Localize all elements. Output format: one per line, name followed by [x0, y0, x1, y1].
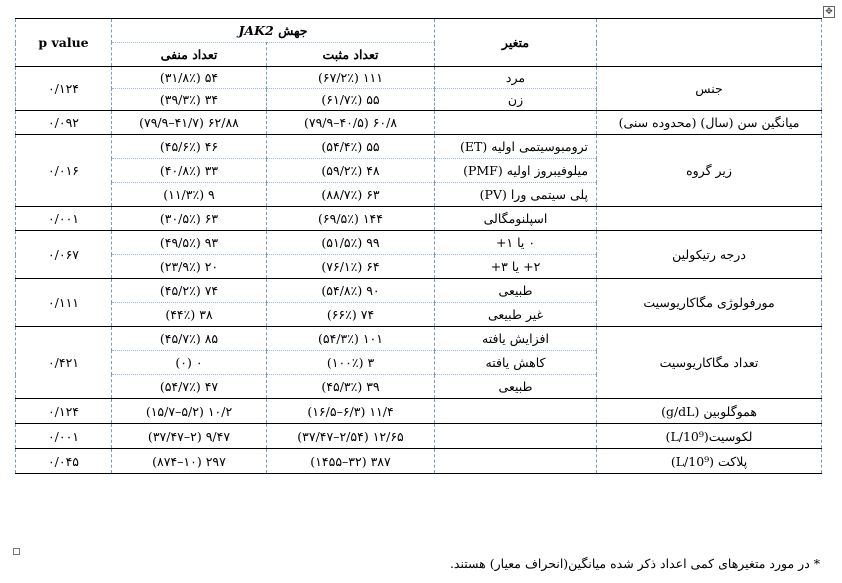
subgroup-cell: کاهش یافته — [435, 351, 597, 375]
negative-cell: ۶۲/۸۸ (۴۱/۷–۷۹/۹) — [112, 111, 267, 135]
table-resize-handle-icon[interactable] — [13, 548, 20, 555]
pvalue-cell: ۰/۱۲۴ — [16, 67, 112, 111]
positive-cell: ۵۵ (۶۱/۷٪) — [267, 89, 435, 111]
subgroup-cell — [435, 424, 597, 449]
pvalue-cell: ۰/۰۱۶ — [16, 135, 112, 207]
negative-cell: ۵۴ (۳۱/۸٪) — [112, 67, 267, 89]
negative-cell: ۱۰/۲ (۵/۲–۱۵/۷) — [112, 399, 267, 424]
positive-cell: ۳۸۷ (۳۲–۱۴۵۵) — [267, 449, 435, 474]
positive-cell: ۱۴۴ (۶۹/۵٪) — [267, 207, 435, 231]
pvalue-cell: ۰/۰۰۱ — [16, 424, 112, 449]
negative-cell: ۲۰ (۲۳/۹٪) — [112, 255, 267, 279]
subgroup-cell: مرد — [435, 67, 597, 89]
negative-cell: ۸۵ (۴۵/۷٪) — [112, 327, 267, 351]
subgroup-cell: اسپلنومگالی — [435, 207, 597, 231]
pvalue-cell: ۰/۱۲۴ — [16, 399, 112, 424]
pvalue-cell: ۰/۰۰۱ — [16, 207, 112, 231]
subgroup-cell: طبیعی — [435, 375, 597, 399]
pvalue-cell: ۰/۱۱۱ — [16, 279, 112, 327]
table-move-handle-icon[interactable]: ✥ — [823, 6, 835, 18]
negative-cell: ۹ (۱۱/۳٪) — [112, 183, 267, 207]
variable-cell: هموگلوبین (g/dL) — [597, 399, 822, 424]
negative-cell: ۲۹۷ (۱۰–۸۷۴) — [112, 449, 267, 474]
pvalue-cell: ۰/۰۹۲ — [16, 111, 112, 135]
subgroup-cell — [435, 449, 597, 474]
positive-cell: ۹۰ (۵۴/۸٪) — [267, 279, 435, 303]
positive-cell: ۱۲/۶۵ (۲/۵۴–۳۷/۴۷) — [267, 424, 435, 449]
pvalue-cell: ۰/۰۴۵ — [16, 449, 112, 474]
variable-cell: میانگین سن (سال) (محدوده سنی) — [597, 111, 822, 135]
results-table — [15, 18, 822, 474]
header-empty — [597, 19, 822, 67]
positive-cell: ۱۰۱ (۵۴/۳٪) — [267, 327, 435, 351]
positive-cell: ۴۸ (۵۹/۲٪) — [267, 159, 435, 183]
positive-cell: ۶۰/۸ (۴۰/۵–۷۹/۹) — [267, 111, 435, 135]
positive-cell: ۷۴ (۶۶٪) — [267, 303, 435, 327]
subgroup-cell: ترومبوسیتمی اولیه (ET) — [435, 135, 597, 159]
negative-cell: ۹/۴۷ (۲–۳۷/۴۷) — [112, 424, 267, 449]
variable-cell: پلاکت (10⁹/L) — [597, 449, 822, 474]
variable-cell: زیر گروه — [597, 135, 822, 207]
positive-cell: ۶۳ (۸۸/۷٪) — [267, 183, 435, 207]
header-negative: تعداد منفی — [112, 43, 267, 67]
variable-cell — [597, 207, 822, 231]
variable-cell: مورفولوژی مگاکاریوسیت — [597, 279, 822, 327]
subgroup-cell: ۲+ یا ۳+ — [435, 255, 597, 279]
positive-cell: ۵۵ (۵۴/۴٪) — [267, 135, 435, 159]
header-positive: تعداد مثبت — [267, 43, 435, 67]
header-pvalue: p value — [16, 19, 112, 67]
variable-cell: لکوسیت(10⁹/L) — [597, 424, 822, 449]
positive-cell: ۱۱۱ (۶۷/۲٪) — [267, 67, 435, 89]
header-jak2: جهش JAK2 — [112, 19, 435, 43]
negative-cell: ۳۸ (۴۴٪) — [112, 303, 267, 327]
negative-cell: ۴۷ (۵۴/۷٪) — [112, 375, 267, 399]
variable-cell: تعداد مگاکاریوسیت — [597, 327, 822, 399]
subgroup-cell — [435, 399, 597, 424]
negative-cell: ۴۶ (۴۵/۶٪) — [112, 135, 267, 159]
pvalue-cell: ۰/۴۲۱ — [16, 327, 112, 399]
positive-cell: ۶۴ (۷۶/۱٪) — [267, 255, 435, 279]
negative-cell: ۰ (۰) — [112, 351, 267, 375]
negative-cell: ۳۴ (۳۹/۳٪) — [112, 89, 267, 111]
negative-cell: ۹۳ (۴۹/۵٪) — [112, 231, 267, 255]
subgroup-cell — [435, 111, 597, 135]
pvalue-cell: ۰/۰۶۷ — [16, 231, 112, 279]
positive-cell: ۹۹ (۵۱/۵٪) — [267, 231, 435, 255]
positive-cell: ۳۹ (۴۵/۳٪) — [267, 375, 435, 399]
subgroup-cell: ۰ یا ۱+ — [435, 231, 597, 255]
subgroup-cell: زن — [435, 89, 597, 111]
subgroup-cell: پلی سیتمی ورا (PV) — [435, 183, 597, 207]
positive-cell: ۱۱/۴ (۶/۳–۱۶/۵) — [267, 399, 435, 424]
table-footnote: * در مورد متغیرهای کمی اعداد ذکر شده میانگین(انحراف معیار) هستند. — [449, 556, 820, 571]
variable-cell: جنس — [597, 67, 822, 111]
subgroup-cell: میلوفیبروز اولیه (PMF) — [435, 159, 597, 183]
positive-cell: ۳ (۱۰۰٪) — [267, 351, 435, 375]
negative-cell: ۶۳ (۳۰/۵٪) — [112, 207, 267, 231]
subgroup-cell: غیر طبیعی — [435, 303, 597, 327]
subgroup-cell: طبیعی — [435, 279, 597, 303]
negative-cell: ۳۳ (۴۰/۸٪) — [112, 159, 267, 183]
subgroup-cell: افزایش یافته — [435, 327, 597, 351]
header-variable: متغیر — [435, 19, 597, 67]
variable-cell: درجه رتیکولین — [597, 231, 822, 279]
negative-cell: ۷۴ (۴۵/۲٪) — [112, 279, 267, 303]
